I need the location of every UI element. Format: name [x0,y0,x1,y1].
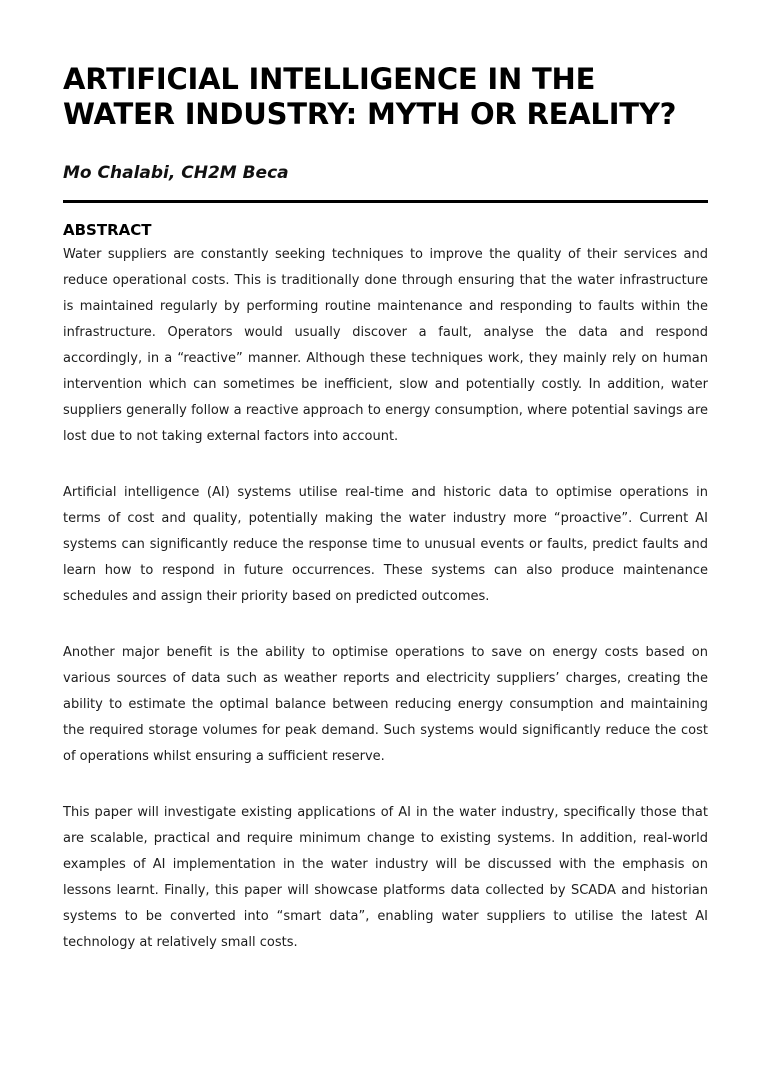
abstract-heading: ABSTRACT [63,221,152,239]
abstract-paragraph-3: Another major benefit is the ability to optimise operations to save on energy costs based on various sources of data such as weather reports and electricity suppliers’ charges, creating the ability to estimate the optimal balance between reducing energy consumption and maintaining the required storage volumes for peak demand. Such systems would significantly reduce the cost of operations whilst ensuring a sufficient reserve. [63,645,708,764]
section-divider-rule [63,200,708,203]
paper-title-line-1: ARTIFICIAL INTELLIGENCE IN THE [63,62,596,96]
abstract-paragraph-2: Artificial intelligence (AI) systems utilise real-time and historic data to optimise operations in terms of cost and quality, potentially making the water industry more “proactive”. Current AI systems can significantly reduce the response time to unusual events or faults, predict faults and learn how to respond in future occurrences. These systems can also produce maintenance schedules and assign their priority based on predicted outcomes. [63,485,708,604]
paper-title [63,62,708,132]
abstract-paragraph-4: This paper will investigate existing applications of AI in the water industry, specifically those that are scalable, practical and require minimum change to existing systems. In addition, real-world examples of AI implementation in the water industry will be discussed with the emphasis on lessons learnt. Finally, this paper will showcase platforms data collected by SCADA and historian systems to be converted into “smart data”, enabling water suppliers to utilise the latest AI technology at relatively small costs. [63,805,708,950]
paper-title-line-2: WATER INDUSTRY: MYTH OR REALITY? [63,97,677,131]
abstract-paragraph-1: Water suppliers are constantly seeking techniques to improve the quality of their services and reduce operational costs. This is traditionally done through ensuring that the water infrastructure is maintained regularly by performing routine maintenance and responding to faults within the infrastructure. Operators would usually discover a fault, analyse the data and respond accordingly, in a “reactive” manner. Although these techniques work, they mainly rely on human intervention which can sometimes be inefficient, slow and potentially costly. In addition, water suppliers generally follow a reactive approach to energy consumption, where potential savings are lost due to not taking external factors into account. [63,247,708,444]
author-line: Mo Chalabi, CH2M Beca [63,163,289,183]
